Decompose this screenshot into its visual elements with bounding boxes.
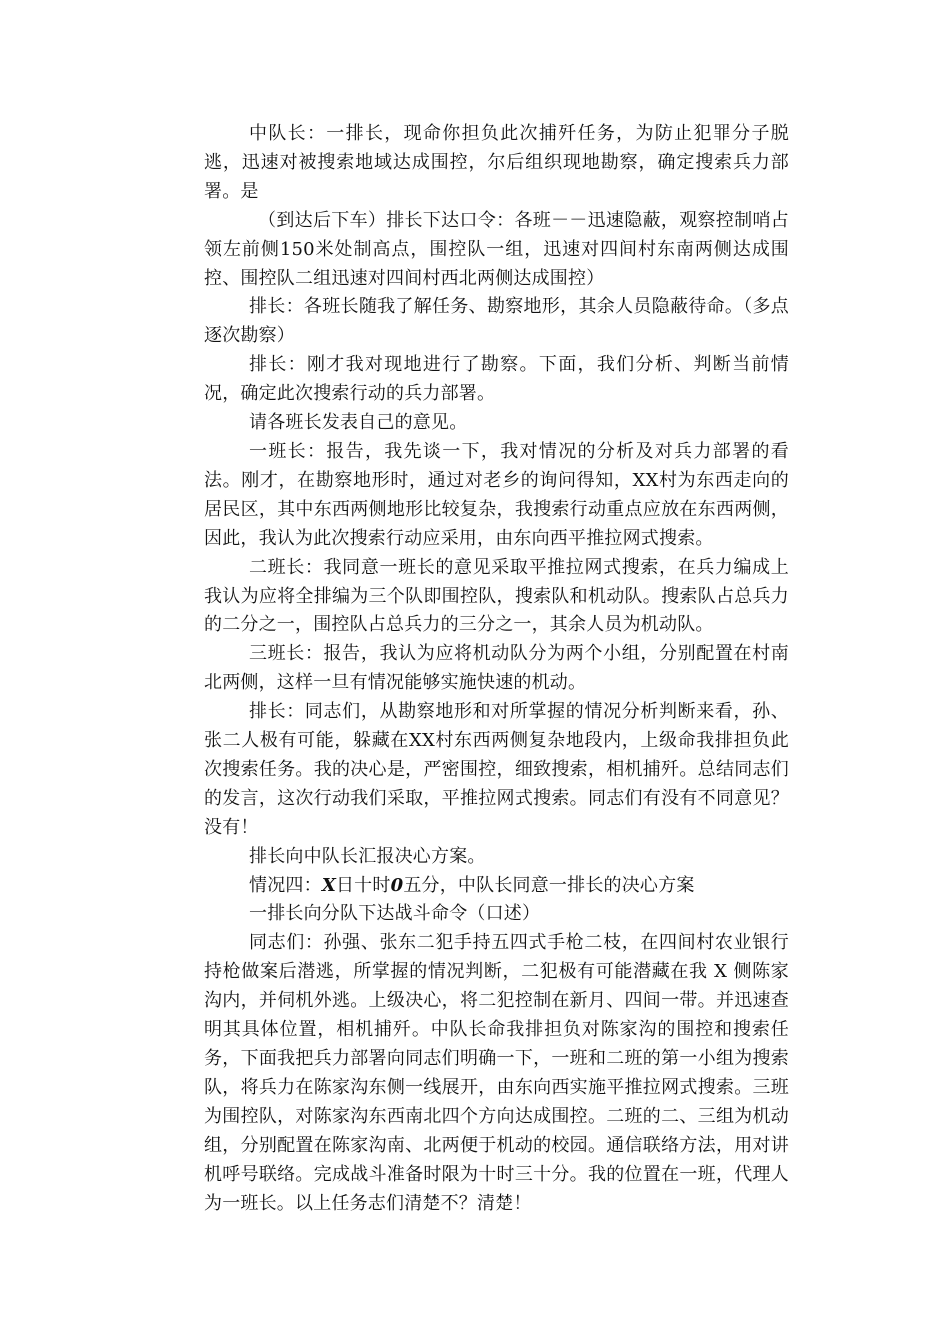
paragraph: （到达后下车）排长下达口令：各班－－迅速隐蔽，观察控制哨占领左前侧150米处制高点，围控队一组，迅速对四间村东南两侧达成围控、围控队二组迅速对四间村西北两侧达成围控） [204, 209, 789, 289]
situation-day-hour: 日十时 [335, 874, 391, 896]
paragraph: 排长：刚才我对现地进行了勘察。下面，我们分析、判断当前情况，确定此次搜索行动的兵力部署。 [204, 354, 789, 405]
paragraph: 同志们：孙强、张东二犯手持五四式手枪二枝，在四间村农业银行持枪做案后潜逃，所掌握的情况判断，二犯极有可能潜藏在我 X 侧陈家沟内，并伺机外逃。上级决心，将二犯控制在新月、四间一带。并迅速查明其具体位置，相机捕歼。中队长命我排担负对陈家沟的围控和搜索任务，下面我把兵力部署向同志们明确一下，一班和二班的第一小组为搜索队，将兵力在陈家沟东侧一线展开，由东向西实施平推拉网式搜索。三班为围控队，对陈家沟东西南北四个方向达成围控。二班的二、三组为机动组，分别配置在陈家沟南、北两便于机动的校园。通信联络方法，用对讲机呼号联络。完成战斗准备时限为十时三十分。我的位置在一班，代理人为一班长。以上任务志们清楚不？清楚！ [204, 932, 789, 1214]
situation-zero: 0 [390, 874, 404, 896]
paragraph: 中队长：一排长，现命你担负此次捕歼任务，为防止犯罪分子脱逃，迅速对被搜索地域达成围控，尔后组织现地勘察，确定搜索兵力部署。是 [204, 123, 789, 202]
paragraph: 排长向中队长汇报决心方案。 [249, 845, 486, 867]
paragraph: 排长：各班长随我了解任务、勘察地形，其余人员隐蔽待命。（多点逐次勘察） [204, 296, 789, 347]
paragraph: 排长：同志们，从勘察地形和对所掌握的情况分析判断来看，孙、张二人极有可能，躲藏在XX村东西两侧复杂地段内，上级命我排担负此次搜索任务。我的决心是，严密围控，细致搜索，相机捕歼。总结同志们的发言，这次行动我们采取，平推拉网式搜索。同志们有没有不同意见？没有！ [204, 701, 789, 838]
paragraph: 请各班长发表自己的意见。 [249, 412, 468, 434]
situation-rest: 五分，中队长同意一排长的决心方案 [403, 874, 695, 896]
document-body [204, 120, 789, 1218]
paragraph: 一排长向分队下达战斗命令（口述） [249, 903, 541, 925]
situation-day-variable: X [321, 874, 336, 896]
paragraph: 二班长：我同意一班长的意见采取平推拉网式搜索，在兵力编成上我认为应将全排编为三个队即围控队，搜索队和机动队。搜索队占总兵力的二分之一，围控队占总兵力的三分之一，其余人员为机动队。 [204, 556, 789, 636]
paragraph: 三班长：报告，我认为应将机动队分为两个小组，分别配置在村南北两侧，这样一旦有情况能够实施快速的机动。 [204, 643, 789, 694]
situation-prefix: 情况四： [249, 874, 322, 896]
situation-heading [204, 872, 789, 901]
paragraph: 一班长：报告，我先谈一下，我对情况的分析及对兵力部署的看法。刚才，在勘察地形时，通过对老乡的询问得知，XX村为东西走向的居民区，其中东西两侧地形比较复杂，我搜索行动重点应放在东西两侧，因此，我认为此次搜索行动应采用，由东向西平推拉网式搜索。 [204, 440, 789, 549]
